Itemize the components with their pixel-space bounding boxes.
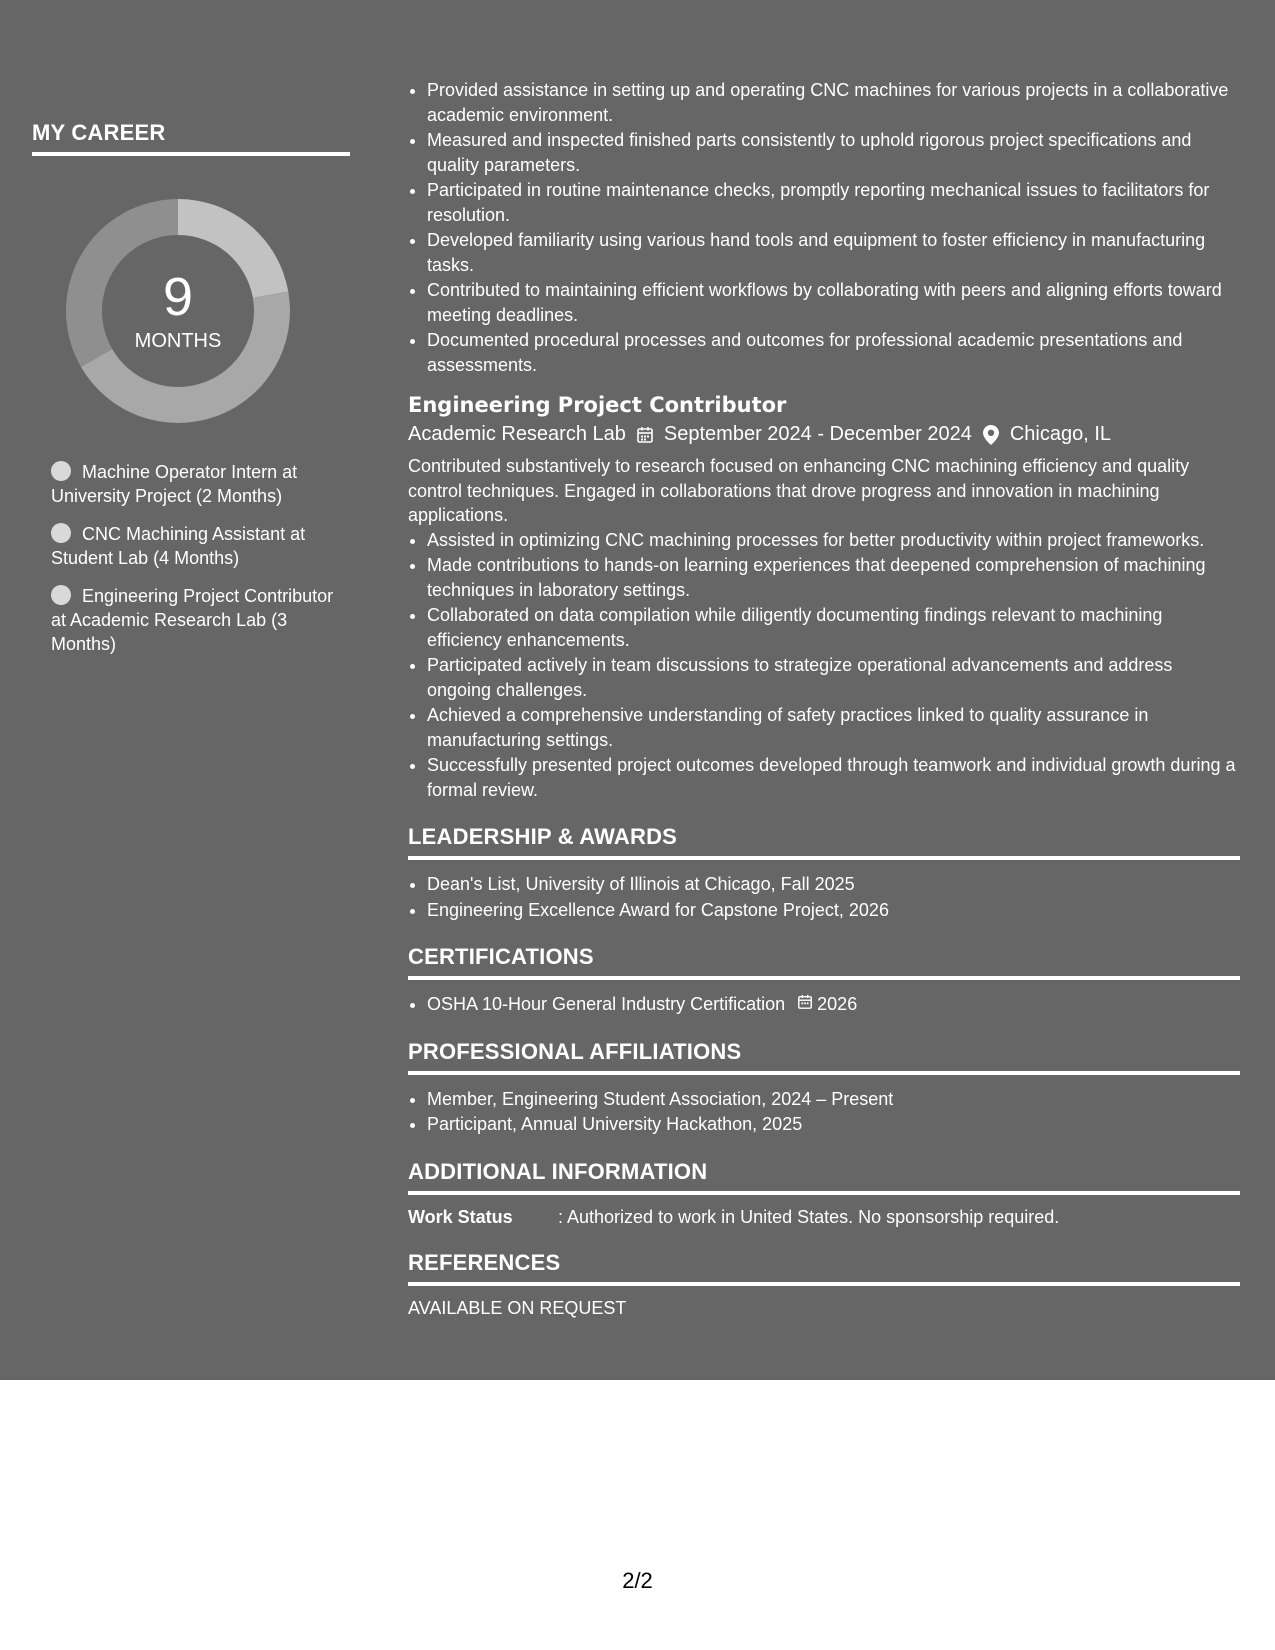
career-legend-label: Engineering Project Contributor at Academic Research Lab (3 Months) [51,586,334,654]
legend-dot-icon [51,523,71,543]
previous-job-bullets [408,78,1240,377]
bullet-item: • Participated in routine maintenance checks, promptly reporting mechanical issues to facilitators for resolution. [427,178,1240,227]
job-dates: September 2024 - December 2024 [663,423,972,445]
legend-dot-icon [51,585,71,605]
certification-name: • OSHA 10-Hour General Industry Certification [427,994,786,1014]
career-legend-item [51,460,341,508]
references-text: AVAILABLE ON REQUEST [408,1297,627,1318]
affiliations-section-title: PROFESSIONAL AFFILIATIONS [408,1039,1240,1075]
career-legend [51,460,341,656]
bullet-item: • Assisted in optimizing CNC machining processes for better productivity within project frameworks. [427,528,1240,553]
bullet-item: • Participant, Annual University Hackathon, 2025 [427,1112,1240,1137]
job-location: Chicago, IL [1009,423,1112,445]
certification-item [427,992,1240,1017]
page-number: 2/2 [622,1568,653,1593]
total-months-value: 9 [162,266,194,327]
job-meta [408,423,1240,446]
career-legend-label: CNC Machining Assistant at Student Lab (4 Months) [51,524,306,568]
leadership-list [408,872,1240,922]
bullet-item: • Collaborated on data compilation while diligently documenting findings relevant to machining efficiency enhancements. [427,603,1240,652]
calendar-icon [797,992,813,1017]
work-status-key: Work Status [408,1206,513,1227]
leadership-section-title: LEADERSHIP & AWARDS [408,824,1240,860]
certification-year: 2026 [817,994,858,1014]
location-pin-icon [980,424,1002,446]
total-months-unit: MONTHS [134,329,222,352]
bullet-item: • Dean's List, University of Illinois at Chicago, Fall 2025 [427,872,1240,897]
affiliations-list [408,1087,1240,1137]
career-legend-label: Machine Operator Intern at University Project (2 Months) [51,462,298,506]
bullet-item: • Documented procedural processes and outcomes for professional academic presentations and assessments. [427,328,1240,377]
certifications-list [408,992,1240,1017]
career-donut-chart [63,196,293,426]
bullet-item: • Developed familiarity using various hand tools and equipment to foster efficiency in manufacturing tasks. [427,228,1240,277]
job-description: Contributed substantively to research focused on enhancing CNC machining efficiency and quality control techniques. Engaged in collaborations that drove progress and innovation in machining applications. [408,456,1190,525]
job-company: Academic Research Lab [408,423,626,445]
career-legend-item [51,584,341,656]
bullet-item: • Member, Engineering Student Association, 2024 – Present [427,1087,1240,1112]
calendar-icon [634,424,656,446]
sidebar [32,120,352,670]
certification-date [797,992,857,1017]
job-bullets [408,528,1240,803]
certifications-section-title: CERTIFICATIONS [408,944,1240,980]
bullet-item: • Successfully presented project outcomes developed through teamwork and individual growth during a formal review. [427,753,1240,802]
work-status-row [408,1207,1240,1228]
bullet-item: • Contributed to maintaining efficient workflows by collaborating with peers and aligning efforts toward meeting deadlines. [427,278,1240,327]
bullet-item: • Engineering Excellence Award for Capstone Project, 2026 [427,898,1240,923]
bullet-item: • Achieved a comprehensive understanding of safety practices linked to quality assurance in manufacturing settings. [427,703,1240,752]
work-status-value: : Authorized to work in United States. No sponsorship required. [558,1206,1060,1227]
main-column [408,78,1240,1319]
donut-center [63,196,293,426]
references-section-title: REFERENCES [408,1250,1240,1286]
career-legend-item [51,522,341,570]
bullet-item: • Measured and inspected finished parts consistently to uphold rigorous project specifications and quality parameters. [427,128,1240,177]
bullet-item: • Provided assistance in setting up and operating CNC machines for various projects in a collaborative academic environment. [427,78,1240,127]
legend-dot-icon [51,461,71,481]
additional-info-section-title: ADDITIONAL INFORMATION [408,1159,1240,1195]
career-section-title: MY CAREER [32,120,350,156]
bullet-item: • Participated actively in team discussions to strategize operational advancements and address ongoing challenges. [427,653,1240,702]
bullet-item: • Made contributions to hands-on learning experiences that deepened comprehension of machining techniques in laboratory settings. [427,553,1240,602]
job-title: Engineering Project Contributor [408,393,787,417]
